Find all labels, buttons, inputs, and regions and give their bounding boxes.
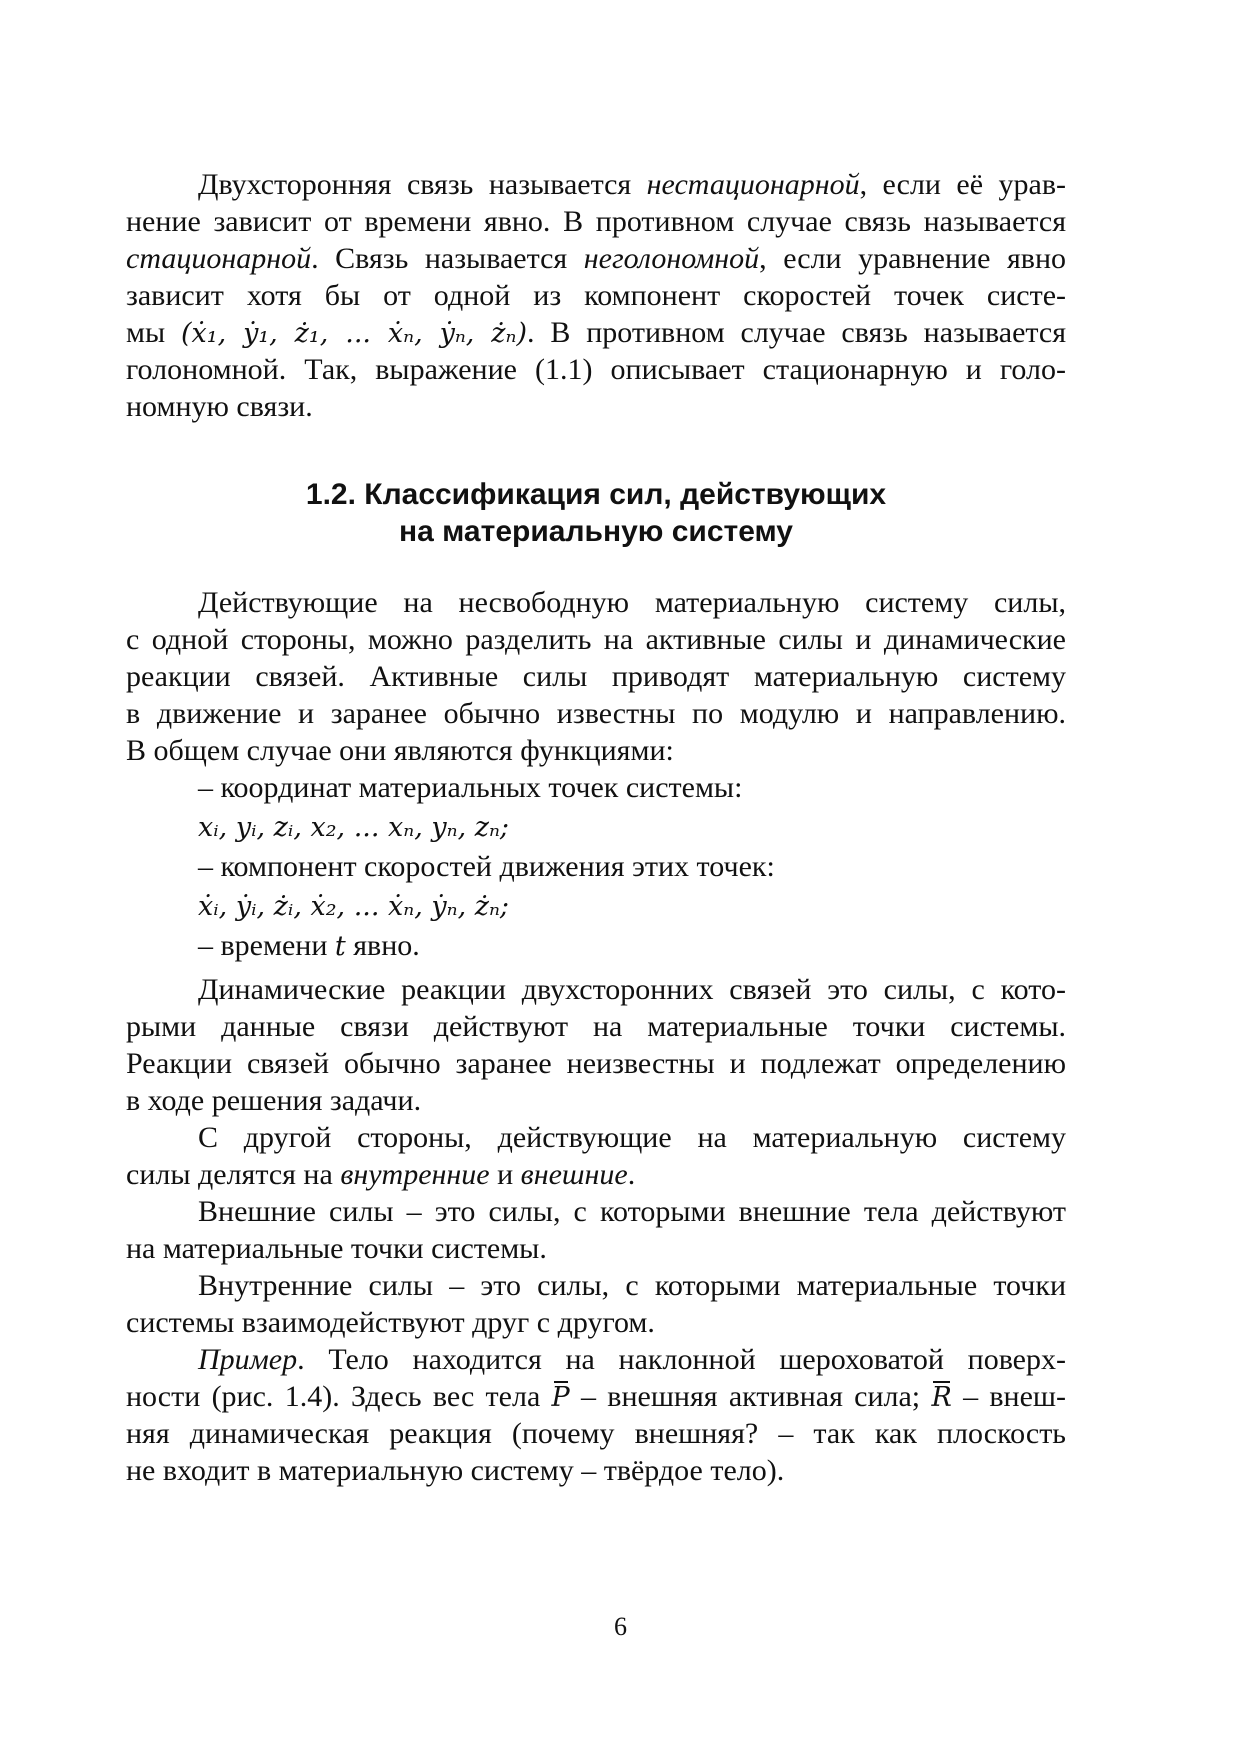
text-line	[126, 1156, 1066, 1193]
time-variable: t	[334, 931, 346, 962]
example-label: Пример	[198, 1343, 298, 1376]
page-number: 6	[614, 1612, 627, 1641]
text-line	[126, 314, 1066, 351]
text-line: номную связи.	[126, 390, 313, 423]
text-line	[126, 166, 1066, 203]
term-italic: внутренние	[340, 1158, 490, 1191]
text-line: на материальные точки системы.	[126, 1232, 547, 1265]
vector-r: R	[931, 1379, 951, 1416]
text-line	[126, 1378, 1066, 1415]
text: силы делятся на	[126, 1158, 341, 1191]
paragraph-active-forces	[126, 584, 1066, 964]
text-line: Динамические реакции двухсторонних связей это силы, с кото-	[198, 973, 1066, 1006]
text-line: в движение и заранее обычно известны по модулю и направлению.	[126, 697, 1066, 730]
text: – внешняя активная сила;	[569, 1380, 932, 1413]
text-line: С другой стороны, действующие на материальную систему	[198, 1121, 1066, 1154]
list-item	[126, 927, 1066, 964]
text-line: В общем случае они являются функциями:	[126, 734, 674, 767]
velocity-formula: (ẋ₁, ẏ₁, ż₁, ... ẋₙ, ẏₙ, żₙ)	[181, 318, 528, 349]
text-line: зависит хотя бы от одной из компонент скоростей точек систе-	[126, 279, 1066, 312]
text-line: нение зависит от времени явно. В противном случае связь называется	[126, 205, 1066, 238]
term-italic: стационарной	[126, 242, 312, 275]
section-heading	[126, 476, 1066, 550]
text: ности (рис. 1.4). Здесь вес тела	[126, 1380, 552, 1413]
formula-velocities	[126, 885, 1066, 927]
text: , если уравнение явно	[759, 242, 1066, 275]
text: явно.	[345, 929, 420, 962]
text: . Тело находится на наклонной шероховатой поверх-	[297, 1343, 1066, 1376]
text-line: с одной стороны, можно разделить на активные силы и динамические	[126, 623, 1066, 656]
text-line: Внешние силы – это силы, с которыми внешние тела действуют	[198, 1195, 1066, 1228]
text: – внеш-	[951, 1380, 1066, 1413]
text: и	[489, 1158, 521, 1191]
text-line	[126, 1341, 1066, 1378]
text-line: няя динамическая реакция (почему внешняя? – так как плоскость	[126, 1417, 1066, 1450]
text: – времени	[198, 929, 335, 962]
text-line: голономной. Так, выражение (1.1) описывает стационарную и голо-	[126, 353, 1066, 386]
heading-line: на материальную систему	[399, 515, 793, 548]
paragraph-example	[126, 1341, 1066, 1489]
paragraph-internal-forces	[126, 1267, 1066, 1341]
paragraph-constraints	[126, 166, 1066, 425]
text: , если её урав-	[859, 168, 1066, 201]
heading-line: 1.2. Классификация сил, действующих	[305, 478, 887, 511]
text-line: Реакции связей обычно заранее неизвестны и подлежат определению	[126, 1047, 1066, 1080]
formula: ẋᵢ, ẏᵢ, żᵢ, ẋ₂, ... ẋₙ, ẏₙ, żₙ;	[198, 891, 510, 922]
list-item: – координат материальных точек системы:	[198, 771, 743, 804]
term-italic: внешние	[520, 1158, 628, 1191]
text: мы	[126, 316, 166, 349]
text-line: Внутренние силы – это силы, с которыми материальные точки	[198, 1269, 1066, 1302]
list-item: – компонент скоростей движения этих точек:	[198, 850, 775, 883]
paragraph-internal-external	[126, 1119, 1066, 1193]
text-line: в ходе решения задачи.	[126, 1084, 422, 1117]
text-line: системы взаимодействуют друг с другом.	[126, 1306, 655, 1339]
text-line: не входит в материальную систему – твёрдое тело).	[126, 1454, 785, 1487]
text: .	[627, 1158, 636, 1191]
text: . В противном случае связь называется	[527, 316, 1067, 349]
vector-p: P	[552, 1379, 570, 1416]
text: Двухсторонняя связь называется	[198, 168, 647, 201]
text: . Связь называется	[311, 242, 584, 275]
term-italic: неголономной	[583, 242, 760, 275]
term-italic: нестационарной	[646, 168, 860, 201]
text-line: рыми данные связи действуют на материальные точки системы.	[126, 1010, 1066, 1043]
formula-coordinates	[126, 806, 1066, 848]
formula: xᵢ, yᵢ, zᵢ, x₂, ... xₙ, yₙ, zₙ;	[198, 812, 510, 843]
text-line: Действующие на несвободную материальную систему силы,	[198, 586, 1066, 619]
paragraph-external-forces	[126, 1193, 1066, 1267]
text-line: реакции связей. Активные силы приводят материальную систему	[126, 660, 1066, 693]
text-line	[126, 240, 1066, 277]
paragraph-reactions	[126, 971, 1066, 1119]
